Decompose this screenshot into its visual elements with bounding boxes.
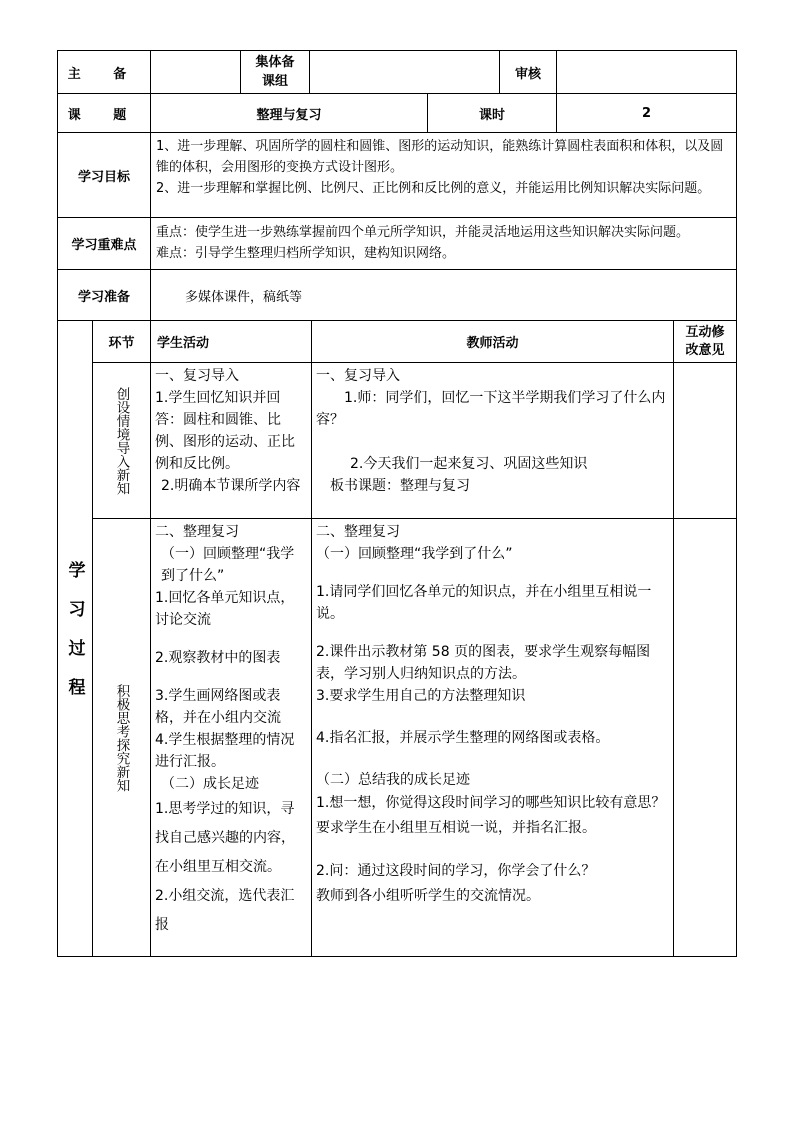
shenhe-label: 审核: [514, 66, 541, 82]
t2-line-3: 1.请同学们回忆各单元的知识点，并在小组里互相说一说。: [316, 584, 652, 622]
keypoint-2: 难点：引导学生整理归档所学知识，建构知识网络。: [156, 246, 456, 261]
process-side-label: 学习过程: [64, 560, 85, 717]
zhubei-value: [151, 51, 240, 93]
s2-line-8: 1.思考学过的知识，寻找自己感兴趣的内容，在小组里互相交流。: [155, 801, 295, 875]
s1-line-1: 一、复习导入: [155, 368, 239, 384]
t2-line-6: 4.指名汇报，并展示学生整理的网络图或表格。: [316, 730, 610, 746]
t2-line-4: 2.课件出示教材第 58 页的图表，要求学生观察每幅图表，学习别人归纳知识点的方法。: [316, 644, 651, 682]
stage-1-edit: [674, 363, 736, 518]
prep-text: 多媒体课件，稿纸等: [185, 289, 303, 305]
stage-2-teacher: [312, 519, 673, 956]
zhubei-label: 主 备: [67, 66, 141, 82]
col-teacher-header: 教师活动: [466, 336, 519, 351]
keti-label: 课 题: [67, 107, 141, 123]
t2-line-8: 1.想一想，你觉得这段时间学习的哪些知识比较有意思？: [316, 795, 666, 811]
col-edit-header: 互动修改意见: [685, 324, 725, 358]
jiti-label: 集体备课组: [255, 55, 295, 89]
prep-label: 学习准备: [77, 289, 130, 305]
t2-line-1: 二、整理复习: [316, 524, 400, 540]
keypoint-1: 重点：使学生进一步熟练掌握前四个单元所学知识，并能灵活地运用这些知识解决实际问题。: [156, 225, 690, 240]
t2-line-2: （一）回顾整理“我学到了什么”: [316, 546, 513, 562]
keypoints-text: [151, 218, 736, 269]
col-student-header: 学生活动: [157, 336, 210, 351]
keshi-label: 课时: [478, 107, 505, 123]
goal-1: 1、进一步理解、巩固所学的圆柱和圆锥、图形的运动知识，能熟练计算圆柱表面积和体积，以及圆锥的体积，会用图形的变换方式设计图形。: [156, 139, 724, 175]
stage-1-student: [151, 363, 311, 518]
stage-2-edit: [674, 519, 736, 956]
s2-line-1: 二、整理复习: [155, 524, 239, 540]
stage-2-label: 积极思考探究新知: [113, 683, 130, 792]
t1-line-2: 1.师：同学们，回忆一下这半学期我们学习了什么内容？: [316, 390, 666, 428]
s2-line-6: 4.学生根据整理的情况进行汇报。: [155, 732, 295, 770]
t2-line-11: 教师到各小组听听学生的交流情况。: [316, 888, 540, 904]
goals-text: [151, 133, 736, 217]
t1-line-1: 一、复习导入: [316, 368, 400, 384]
goals-label: 学习目标: [77, 169, 130, 185]
keti-value: 整理与复习: [256, 107, 322, 123]
s2-line-4: 2.观察教材中的图表: [155, 650, 281, 666]
stage-1-teacher: [312, 363, 673, 518]
goal-2: 2、进一步理解和掌握比例、比例尺、正比例和反比例的意义，并能运用比例知识解决实际问题。: [156, 181, 711, 196]
stage-2-student: [151, 519, 311, 956]
s2-line-7: （二）成长足迹: [161, 776, 259, 792]
keshi-value: 2: [641, 105, 652, 121]
shenhe-value: [557, 51, 736, 93]
s2-line-2: （一）回顾整理“我学到了什么”: [161, 546, 295, 584]
s1-line-3: 2.明确本节课所学内容: [161, 478, 301, 494]
t2-line-9: 要求学生在小组里互相说一说，并指名汇报。: [316, 820, 596, 836]
s1-line-2: 1.学生回忆知识并回答：圆柱和圆锥、比例、图形的运动、正比例和反比例。: [155, 390, 295, 472]
stage-1-label: 创设情境导入新知: [113, 386, 130, 495]
s2-line-3: 1.回忆各单元知识点，讨论交流: [155, 590, 295, 628]
keypoints-label: 学习重难点: [71, 238, 137, 253]
jiti-value: [310, 51, 499, 93]
t2-line-7: （二）总结我的成长足迹: [316, 772, 470, 788]
s2-line-9: 2.小组交流，选代表汇报: [155, 888, 295, 933]
t2-line-5: 3.要求学生用自己的方法整理知识: [316, 688, 526, 704]
t2-line-10: 2.问：通过这段时间的学习，你学会了什么？: [316, 863, 596, 879]
col-stage-header: 环节: [108, 336, 135, 351]
t1-line-4: 板书课题：整理与复习: [330, 478, 470, 494]
s2-line-5: 3.学生画网络图或表格，并在小组内交流: [155, 688, 281, 726]
t1-line-3: 2.今天我们一起来复习、巩固这些知识: [350, 456, 588, 472]
